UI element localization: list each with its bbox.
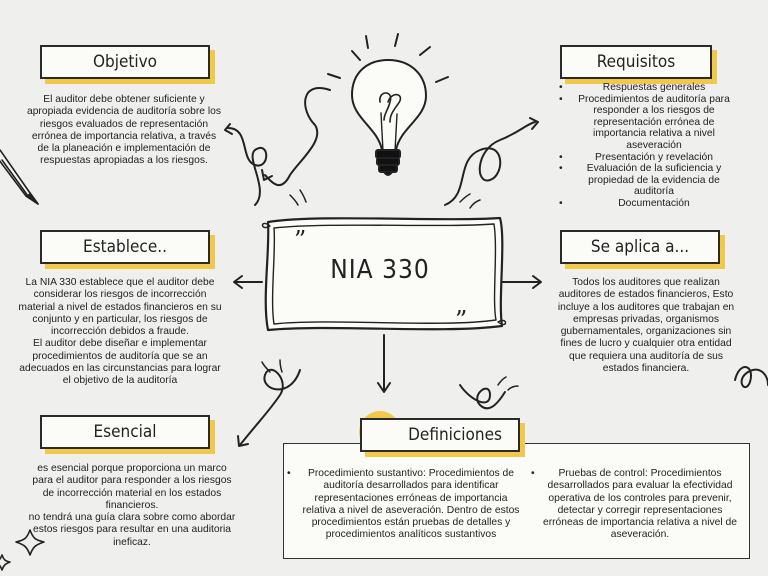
establece-label-text: Establece.. [83, 237, 167, 257]
esencial-label-text: Esencial [93, 422, 157, 442]
objetivo-label-text: Objetivo [92, 52, 158, 72]
requisitos-label-text: Requisitos [596, 52, 676, 72]
requisitos-item: • Documentación [569, 198, 739, 210]
establece-paragraph-1: La NIA 330 establece que el auditor debe considerar los riesgos de incorrección material a nivel de estados financieros en su conjunto y en particular, los riesgos de incorrección debidos a fraude. [18, 277, 222, 338]
definiciones-label-text: Definiciones [408, 425, 502, 445]
aplica-label-text: Se aplica a... [590, 237, 690, 257]
establece-text [18, 277, 222, 388]
establece-label [40, 230, 210, 264]
definiciones-control: • Pruebas de control: Procedimientos desarrollados para evaluar la efectividad operativa de los controles para prevenir, detectar y corregir representaciones erróneas de importancia relativa a nivel de aseveración. [542, 468, 738, 542]
aplica-text: Todos los auditores que realizan auditores de estados financieros, Esto incluye a los auditores que trabajan en empresas privadas, organismos gubernamentales, organizaciones sin fines de lucro y cualquier otra entidad que requiera una auditoría de sus estados financiera. [557, 277, 735, 375]
requisitos-label [560, 45, 712, 79]
center-open-quote: ” [294, 226, 307, 254]
requisitos-list [569, 82, 739, 210]
esencial-text [28, 463, 236, 549]
esencial-paragraph-1: es esencial porque proporciona un marco para el auditor para responder a los riesgos de incorrección material en los estados financieros. [32, 463, 232, 511]
requisitos-item: • Evaluación de la suficiencia y propiedad de la evidencia de auditoría [569, 163, 739, 198]
esencial-paragraph-2: no tendrá una guía clara sobre como abordar estos riesgos para resultar en una auditoria ineficaz. [28, 512, 236, 548]
objetivo-text: El auditor debe obtener suficiente y apropiada evidencia de auditoría sobre los riesgos evaluados de representación errónea de importancia relativa, a través de la planeación e implementación de respuestas apropiadas a los riesgos. [26, 94, 222, 167]
requisitos-item: • Procedimientos de auditoría para responder a los riesgos de representación errónea de importancia relativa a nivel aseveración [569, 94, 739, 152]
aplica-label [560, 230, 720, 264]
definiciones-sustantivo: • Procedimiento sustantivo: Procedimientos de auditoría desarrollados para identificar representaciones erróneas de importancia relativa a nivel de aseveración. Dentro de estos procedimientos están pruebas de detalles y procedimientos analíticos sustantivos [298, 468, 524, 542]
lightbulb-icon [328, 34, 448, 175]
requisitos-item: • Respuestas generales [569, 82, 739, 94]
requisitos-item: • Presentación y revelación [569, 152, 739, 164]
establece-paragraph-2: El auditor debe diseñar e implementar procedimientos de auditoría que se an adecuados en las circunstancias para lograr el objetivo de la auditoría [19, 338, 221, 387]
objetivo-label [40, 45, 210, 79]
definiciones-label [360, 418, 520, 452]
center-close-quote: ” [455, 306, 468, 334]
center-title: NIA 330 [330, 255, 430, 285]
esencial-label [40, 415, 210, 449]
